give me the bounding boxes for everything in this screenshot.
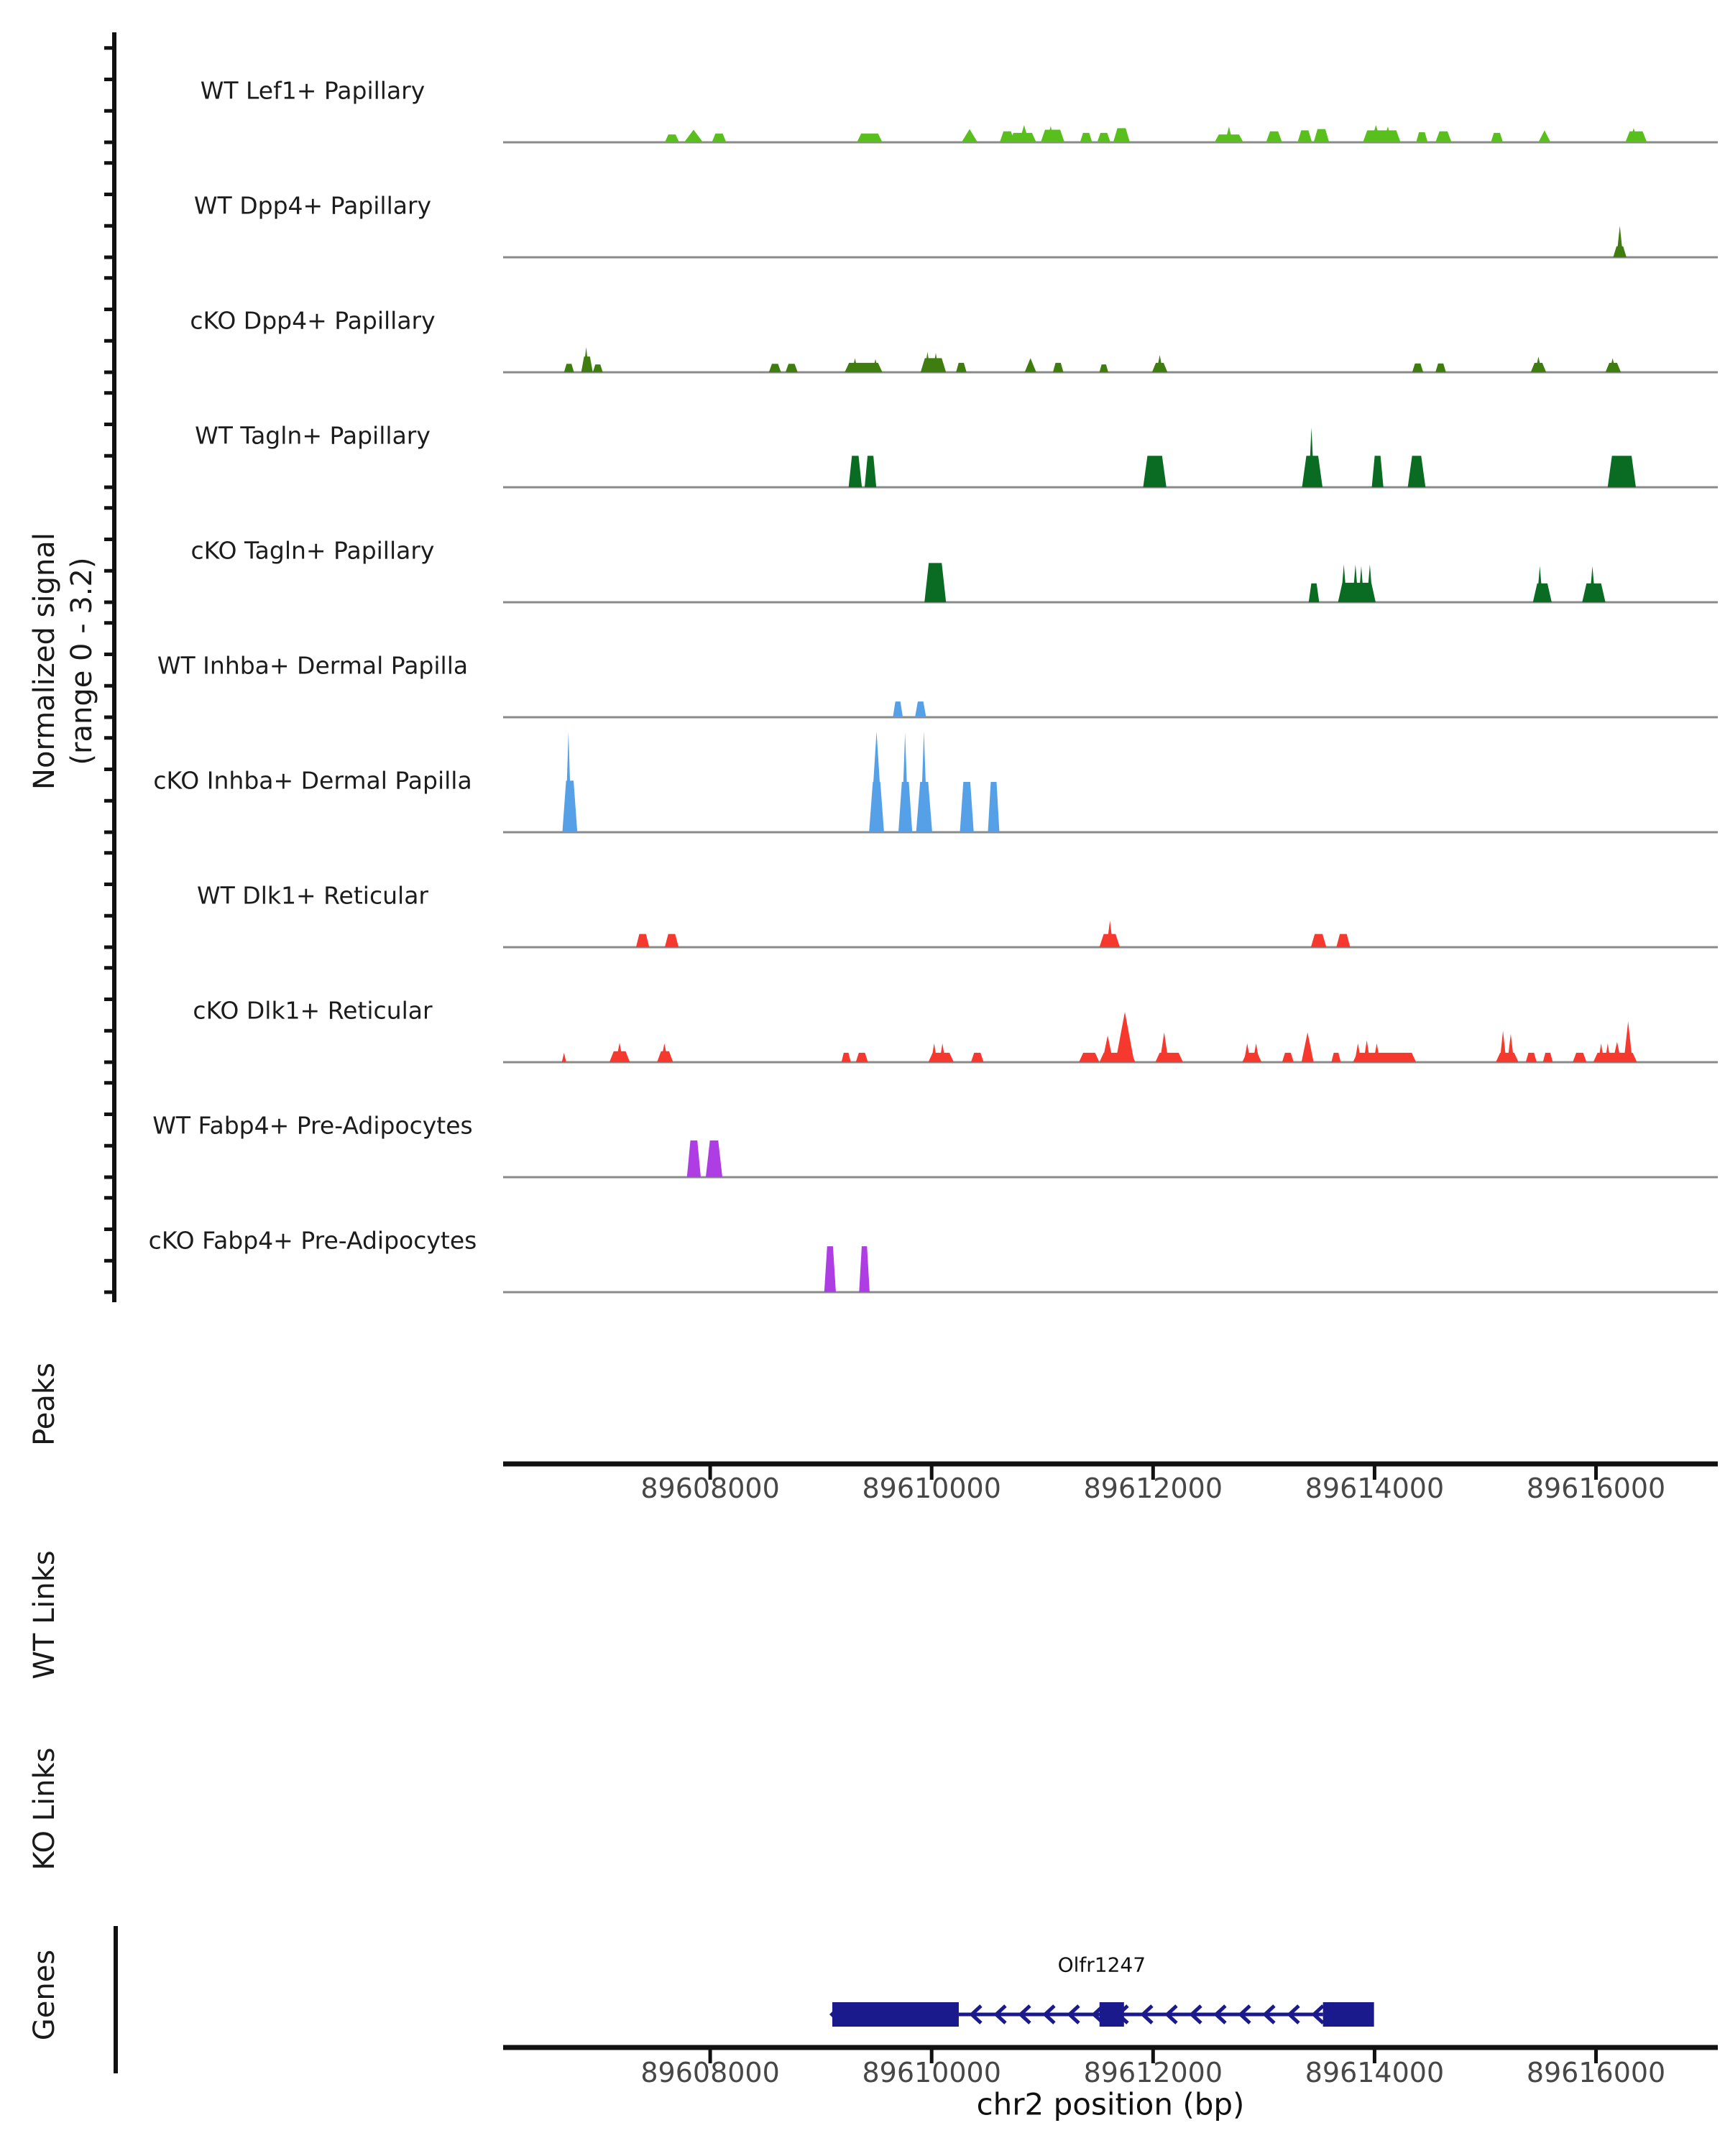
signal-peak: [665, 134, 679, 142]
signal-peak: [1412, 364, 1423, 372]
signal-peak: [593, 364, 603, 372]
signal-peak: [865, 456, 876, 487]
track-label: cKO Dpp4+ Papillary: [190, 306, 436, 335]
track-label: WT Dlk1+ Reticular: [197, 881, 428, 910]
signal-peak: [1282, 1053, 1294, 1062]
axis-tick-label: 89614000: [1305, 2057, 1445, 2088]
signal-peak: [962, 129, 978, 142]
signal-peak: [1302, 1032, 1314, 1062]
signal-peak: [1435, 132, 1451, 142]
track-label: cKO Dlk1+ Reticular: [193, 996, 433, 1025]
signal-peak: [1314, 129, 1330, 142]
signal-peak: [1155, 1053, 1183, 1062]
y-axis-label-line1: Normalized signal: [28, 533, 61, 790]
section-label-genes: Genes: [28, 1949, 61, 2041]
signal-peak: [1160, 1032, 1169, 1062]
signal-peak: [849, 456, 862, 487]
signal-peak: [562, 1053, 566, 1062]
axis-tick-label: 89616000: [1526, 2057, 1666, 2088]
signal-peak: [956, 363, 967, 372]
signal-peak: [1309, 584, 1320, 602]
signal-peak: [665, 934, 678, 947]
gene-label: Olfr1247: [1057, 1953, 1146, 1977]
signal-peak: [1353, 1053, 1416, 1062]
axis-tick-label: 89612000: [1083, 2057, 1223, 2088]
signal-peak: [1266, 132, 1282, 142]
signal-peak: [1311, 934, 1327, 947]
signal-peak: [1102, 1036, 1113, 1062]
signal-peak: [915, 701, 926, 717]
gene-exon: [1323, 2002, 1374, 2027]
track-label: cKO Tagln+ Papillary: [190, 536, 435, 565]
signal-peak: [1363, 1040, 1370, 1062]
signal-peak: [1526, 1053, 1537, 1062]
signal-peak: [636, 934, 649, 947]
x-axis-title: chr2 position (bp): [976, 2086, 1245, 2122]
signal-peak: [1116, 1012, 1134, 1062]
signal-peak: [1408, 456, 1426, 487]
track-label: WT Tagln+ Papillary: [195, 421, 431, 450]
signal-peak: [1143, 456, 1166, 487]
signal-peak: [564, 364, 574, 372]
signal-peak: [1079, 1053, 1100, 1062]
signal-peak: [1507, 1034, 1514, 1062]
signal-peak: [1616, 226, 1623, 257]
axis-tick-label: 89608000: [640, 1473, 780, 1504]
signal-peak: [1496, 1053, 1519, 1062]
signal-peak: [924, 563, 946, 602]
signal-peak: [1113, 128, 1130, 142]
track-label: WT Fabp4+ Pre-Adipocytes: [152, 1111, 473, 1140]
signal-peak: [1331, 1053, 1340, 1062]
signal-peak: [960, 782, 973, 832]
signal-peak: [824, 1246, 836, 1292]
signal-peak: [1100, 364, 1108, 372]
signal-peak: [1080, 133, 1092, 142]
signal-peak: [1098, 133, 1110, 142]
y-axis-label-line2: (range 0 - 3.2): [65, 557, 98, 765]
signal-peak: [786, 364, 798, 372]
signal-peak: [769, 364, 781, 372]
signal-peak: [1025, 358, 1036, 372]
track-label: WT Inhba+ Dermal Papilla: [157, 651, 469, 680]
signal-peak: [857, 134, 882, 142]
signal-peak: [988, 782, 999, 832]
signal-peak: [893, 701, 903, 717]
section-label-wt-links: WT Links: [28, 1550, 61, 1680]
axis-tick-label: 89608000: [640, 2057, 780, 2088]
track-label: cKO Inhba+ Dermal Papilla: [153, 766, 472, 795]
signal-peak: [870, 732, 883, 832]
signal-peak: [1336, 934, 1350, 947]
track-label: cKO Fabp4+ Pre-Adipocytes: [148, 1226, 477, 1255]
signal-peak: [1500, 1031, 1506, 1062]
signal-peak: [1363, 130, 1400, 142]
signal-peak: [1372, 456, 1384, 487]
signal-peak: [842, 1053, 851, 1062]
y-axis-label: [26, 533, 101, 790]
signal-peak: [1613, 1042, 1622, 1062]
signal-peak: [712, 134, 726, 142]
signal-peak: [1538, 130, 1550, 142]
axis-tick-label: 89614000: [1305, 1473, 1445, 1504]
signal-peak: [971, 1053, 984, 1062]
track-label: WT Lef1+ Papillary: [200, 76, 426, 105]
signal-peak: [856, 1053, 868, 1062]
signal-peak: [1573, 1053, 1586, 1062]
track-label: WT Dpp4+ Papillary: [193, 191, 432, 220]
signal-peak: [1608, 456, 1636, 487]
signal-peak: [1543, 1053, 1553, 1062]
gene-exon: [1100, 2002, 1124, 2027]
axis-tick-label: 89612000: [1083, 1473, 1223, 1504]
section-label-ko-links: KO Links: [28, 1747, 61, 1871]
section-label-peaks: Peaks: [28, 1363, 61, 1446]
axis-tick-label: 89616000: [1526, 1473, 1666, 1504]
signal-peak: [859, 1246, 870, 1292]
signal-peak: [1624, 1021, 1632, 1062]
signal-peak: [1053, 363, 1064, 372]
signal-peak: [706, 1141, 722, 1177]
signal-peak: [1107, 921, 1113, 947]
signal-peak: [1491, 133, 1503, 142]
signal-peak: [684, 130, 703, 143]
axis-tick-label: 89610000: [862, 1473, 1001, 1504]
gene-exon: [832, 2002, 959, 2027]
signal-peak: [687, 1141, 701, 1177]
signal-peak: [1297, 130, 1312, 142]
axis-tick-label: 89610000: [862, 2057, 1001, 2088]
signal-peak: [1435, 364, 1446, 372]
signal-peak: [1416, 132, 1427, 142]
